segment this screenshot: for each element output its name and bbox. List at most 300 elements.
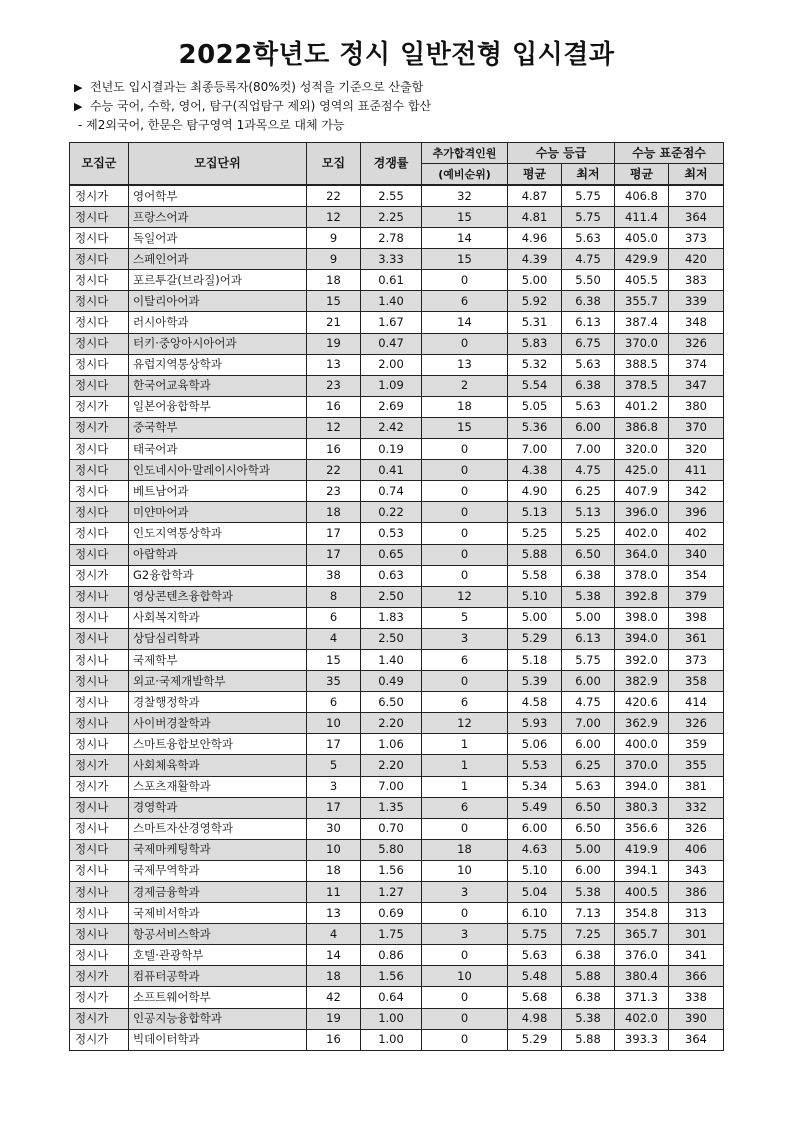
header-grade-avg: 평균: [508, 164, 562, 186]
cell-score-avg: 420.6: [615, 692, 669, 713]
cell-rate: 0.86: [361, 945, 422, 966]
cell-score-min: 313: [669, 903, 724, 924]
cell-grade-min: 4.75: [562, 249, 615, 270]
cell-grade-min: 6.50: [562, 818, 615, 839]
cell-additional: 12: [422, 586, 508, 607]
cell-score-avg: 394.0: [615, 776, 669, 797]
cell-additional: 32: [422, 185, 508, 207]
table-row: [70, 291, 724, 312]
cell-additional: 0: [422, 460, 508, 481]
cell-grade-min: 5.63: [562, 776, 615, 797]
cell-grade-avg: 5.32: [508, 354, 562, 375]
cell-grade-min: 7.00: [562, 439, 615, 460]
cell-score-avg: 429.9: [615, 249, 669, 270]
table-row: [70, 354, 724, 375]
cell-group: 정시가: [70, 417, 129, 438]
cell-score-avg: 398.0: [615, 607, 669, 628]
cell-additional: 0: [422, 987, 508, 1008]
table-row: [70, 945, 724, 966]
cell-rate: 1.06: [361, 734, 422, 755]
cell-grade-avg: 5.00: [508, 607, 562, 628]
header-score-avg: 평균: [615, 164, 669, 186]
cell-grade-avg: 5.63: [508, 945, 562, 966]
cell-grade-avg: 5.13: [508, 502, 562, 523]
cell-unit: 항공서비스학과: [129, 924, 307, 945]
cell-rate: 1.00: [361, 1008, 422, 1029]
cell-unit: 영상콘텐츠융합학과: [129, 586, 307, 607]
table-row: [70, 882, 724, 903]
cell-score-min: 364: [669, 207, 724, 228]
cell-rate: 1.40: [361, 649, 422, 670]
cell-grade-avg: 5.04: [508, 882, 562, 903]
cell-unit: 태국어과: [129, 439, 307, 460]
cell-score-min: 355: [669, 755, 724, 776]
cell-group: 정시다: [70, 207, 129, 228]
header-additional: 추가합격인원: [422, 143, 508, 164]
cell-score-avg: 406.8: [615, 185, 669, 207]
table-row: [70, 502, 724, 523]
cell-rate: 0.74: [361, 481, 422, 502]
cell-grade-min: 6.38: [562, 565, 615, 586]
cell-rate: 0.61: [361, 270, 422, 291]
cell-grade-avg: 4.96: [508, 228, 562, 249]
cell-score-min: 386: [669, 882, 724, 903]
cell-grade-avg: 5.83: [508, 333, 562, 354]
cell-grade-min: 5.13: [562, 502, 615, 523]
cell-additional: 0: [422, 270, 508, 291]
cell-score-min: 364: [669, 1029, 724, 1050]
cell-score-min: 338: [669, 987, 724, 1008]
table-row: [70, 481, 724, 502]
table-row: [70, 249, 724, 270]
cell-unit: 상담심리학과: [129, 628, 307, 649]
cell-score-min: 420: [669, 249, 724, 270]
cell-score-min: 383: [669, 270, 724, 291]
cell-group: 정시가: [70, 565, 129, 586]
cell-score-avg: 400.5: [615, 882, 669, 903]
cell-unit: 경찰행정학과: [129, 692, 307, 713]
cell-quota: 18: [307, 966, 361, 987]
cell-quota: 12: [307, 207, 361, 228]
cell-grade-min: 6.25: [562, 755, 615, 776]
note-item: [74, 97, 734, 116]
cell-grade-avg: 5.53: [508, 755, 562, 776]
results-table: [69, 142, 724, 1051]
cell-score-min: 342: [669, 481, 724, 502]
header-score-min: 최저: [669, 164, 724, 186]
cell-grade-min: 5.00: [562, 607, 615, 628]
cell-quota: 12: [307, 417, 361, 438]
cell-additional: 0: [422, 523, 508, 544]
table-row: [70, 523, 724, 544]
cell-score-min: 332: [669, 797, 724, 818]
cell-unit: 베트남어과: [129, 481, 307, 502]
cell-grade-min: 6.50: [562, 544, 615, 565]
cell-unit: 호텔·관광학부: [129, 945, 307, 966]
cell-rate: 1.75: [361, 924, 422, 945]
cell-score-min: 411: [669, 460, 724, 481]
table-row: [70, 312, 724, 333]
cell-quota: 4: [307, 628, 361, 649]
cell-group: 정시가: [70, 396, 129, 417]
cell-grade-min: 5.25: [562, 523, 615, 544]
cell-score-avg: 380.3: [615, 797, 669, 818]
cell-rate: 0.47: [361, 333, 422, 354]
cell-group: 정시다: [70, 270, 129, 291]
cell-score-min: 348: [669, 312, 724, 333]
cell-rate: 1.56: [361, 860, 422, 881]
cell-group: 정시다: [70, 439, 129, 460]
cell-grade-min: 6.00: [562, 734, 615, 755]
cell-grade-avg: 5.29: [508, 1029, 562, 1050]
cell-unit: 국제무역학과: [129, 860, 307, 881]
notes: [74, 78, 734, 135]
cell-group: 정시나: [70, 713, 129, 734]
table-row: [70, 755, 724, 776]
cell-additional: 2: [422, 375, 508, 396]
cell-additional: 0: [422, 818, 508, 839]
cell-unit: 스마트자산경영학과: [129, 818, 307, 839]
cell-quota: 16: [307, 396, 361, 417]
cell-grade-min: 6.00: [562, 417, 615, 438]
cell-score-min: 398: [669, 607, 724, 628]
note-text: 전년도 입시결과는 최종등록자(80%컷) 성적을 기준으로 산출함: [90, 80, 424, 94]
cell-unit: 경영학과: [129, 797, 307, 818]
cell-score-avg: 378.0: [615, 565, 669, 586]
header-grade: 수능 등급: [508, 143, 615, 164]
cell-additional: 0: [422, 502, 508, 523]
cell-additional: 0: [422, 544, 508, 565]
cell-unit: 사회복지학과: [129, 607, 307, 628]
cell-quota: 23: [307, 481, 361, 502]
cell-rate: 6.50: [361, 692, 422, 713]
cell-group: 정시가: [70, 966, 129, 987]
cell-rate: 0.19: [361, 439, 422, 460]
cell-group: 정시다: [70, 523, 129, 544]
cell-group: 정시나: [70, 586, 129, 607]
cell-group: 정시나: [70, 818, 129, 839]
table-row: [70, 439, 724, 460]
page-title: 2022학년도 정시 일반전형 입시결과: [178, 40, 615, 70]
cell-score-avg: 394.0: [615, 628, 669, 649]
cell-additional: 0: [422, 903, 508, 924]
cell-group: 정시다: [70, 375, 129, 396]
cell-quota: 17: [307, 544, 361, 565]
cell-quota: 19: [307, 333, 361, 354]
cell-unit: 아랍학과: [129, 544, 307, 565]
cell-quota: 19: [307, 1008, 361, 1029]
table-row: [70, 586, 724, 607]
cell-quota: 17: [307, 797, 361, 818]
cell-score-avg: 387.4: [615, 312, 669, 333]
cell-group: 정시다: [70, 228, 129, 249]
cell-rate: 1.09: [361, 375, 422, 396]
cell-grade-avg: 5.48: [508, 966, 562, 987]
cell-group: 정시다: [70, 312, 129, 333]
cell-grade-avg: 4.63: [508, 839, 562, 860]
cell-additional: 12: [422, 713, 508, 734]
cell-group: 정시나: [70, 797, 129, 818]
cell-score-min: 380: [669, 396, 724, 417]
cell-group: 정시나: [70, 671, 129, 692]
cell-rate: 1.83: [361, 607, 422, 628]
cell-group: 정시나: [70, 734, 129, 755]
cell-grade-min: 7.25: [562, 924, 615, 945]
cell-additional: 0: [422, 439, 508, 460]
table-row: [70, 713, 724, 734]
header-grade-min: 최저: [562, 164, 615, 186]
cell-grade-min: 5.50: [562, 270, 615, 291]
cell-group: 정시나: [70, 860, 129, 881]
cell-unit: 국제비서학과: [129, 903, 307, 924]
cell-unit: 유럽지역통상학과: [129, 354, 307, 375]
cell-unit: 소프트웨어학부: [129, 987, 307, 1008]
cell-grade-avg: 4.58: [508, 692, 562, 713]
cell-quota: 9: [307, 249, 361, 270]
cell-rate: 2.69: [361, 396, 422, 417]
cell-additional: 0: [422, 565, 508, 586]
cell-rate: 2.50: [361, 628, 422, 649]
cell-rate: 2.00: [361, 354, 422, 375]
cell-grade-min: 6.38: [562, 987, 615, 1008]
table-row: [70, 1008, 724, 1029]
cell-score-avg: 396.0: [615, 502, 669, 523]
cell-score-avg: 382.9: [615, 671, 669, 692]
header-group: 모집군: [70, 143, 129, 186]
table-row: [70, 375, 724, 396]
cell-rate: 0.65: [361, 544, 422, 565]
table-row: [70, 544, 724, 565]
cell-score-avg: 380.4: [615, 966, 669, 987]
cell-unit: 일본어융합학부: [129, 396, 307, 417]
table-row: [70, 692, 724, 713]
cell-group: 정시다: [70, 460, 129, 481]
cell-quota: 17: [307, 523, 361, 544]
cell-score-avg: 320.0: [615, 439, 669, 460]
cell-rate: 2.25: [361, 207, 422, 228]
cell-grade-min: 6.50: [562, 797, 615, 818]
cell-score-avg: 378.5: [615, 375, 669, 396]
cell-rate: 7.00: [361, 776, 422, 797]
cell-grade-min: 4.75: [562, 460, 615, 481]
cell-unit: 프랑스어과: [129, 207, 307, 228]
cell-quota: 22: [307, 185, 361, 207]
cell-score-avg: 392.8: [615, 586, 669, 607]
cell-additional: 0: [422, 945, 508, 966]
cell-quota: 42: [307, 987, 361, 1008]
header-quota: 모집: [307, 143, 361, 186]
table-row: [70, 1029, 724, 1050]
table-row: [70, 207, 724, 228]
cell-rate: 1.56: [361, 966, 422, 987]
cell-unit: 포르투갈(브라질)어과: [129, 270, 307, 291]
cell-grade-min: 6.38: [562, 945, 615, 966]
cell-additional: 6: [422, 649, 508, 670]
note-text: 제2외국어, 한문은 탐구영역 1과목으로 대체 가능: [86, 118, 345, 132]
cell-additional: 15: [422, 417, 508, 438]
cell-grade-avg: 5.34: [508, 776, 562, 797]
cell-additional: 1: [422, 776, 508, 797]
cell-score-avg: 364.0: [615, 544, 669, 565]
cell-score-avg: 370.0: [615, 755, 669, 776]
cell-additional: 10: [422, 966, 508, 987]
arrow-icon: ▶: [74, 81, 83, 94]
cell-additional: 18: [422, 839, 508, 860]
cell-group: 정시나: [70, 882, 129, 903]
cell-group: 정시다: [70, 502, 129, 523]
cell-grade-avg: 5.92: [508, 291, 562, 312]
cell-score-avg: 371.3: [615, 987, 669, 1008]
cell-unit: 터키·중앙아시아어과: [129, 333, 307, 354]
table-row: [70, 628, 724, 649]
cell-additional: 1: [422, 755, 508, 776]
cell-additional: 10: [422, 860, 508, 881]
cell-score-avg: 394.1: [615, 860, 669, 881]
cell-quota: 10: [307, 839, 361, 860]
cell-additional: 14: [422, 312, 508, 333]
cell-rate: 2.50: [361, 586, 422, 607]
table-row: [70, 185, 724, 207]
cell-rate: 2.78: [361, 228, 422, 249]
cell-quota: 8: [307, 586, 361, 607]
cell-group: 정시나: [70, 649, 129, 670]
cell-grade-avg: 5.39: [508, 671, 562, 692]
cell-score-min: 414: [669, 692, 724, 713]
cell-unit: 스페인어과: [129, 249, 307, 270]
cell-score-min: 340: [669, 544, 724, 565]
cell-rate: 0.49: [361, 671, 422, 692]
table-row: [70, 396, 724, 417]
cell-unit: 사회체육학과: [129, 755, 307, 776]
cell-additional: 14: [422, 228, 508, 249]
cell-score-min: 301: [669, 924, 724, 945]
cell-unit: 인도지역통상학과: [129, 523, 307, 544]
table-row: [70, 839, 724, 860]
cell-score-min: 402: [669, 523, 724, 544]
cell-quota: 35: [307, 671, 361, 692]
cell-grade-min: 5.88: [562, 1029, 615, 1050]
cell-unit: 중국학부: [129, 417, 307, 438]
table-row: [70, 903, 724, 924]
cell-grade-avg: 4.38: [508, 460, 562, 481]
cell-quota: 3: [307, 776, 361, 797]
cell-rate: 0.69: [361, 903, 422, 924]
cell-unit: 빅데이터학과: [129, 1029, 307, 1050]
cell-rate: 0.22: [361, 502, 422, 523]
cell-rate: 0.63: [361, 565, 422, 586]
cell-score-min: 341: [669, 945, 724, 966]
cell-score-avg: 402.0: [615, 523, 669, 544]
cell-grade-avg: 7.00: [508, 439, 562, 460]
cell-group: 정시나: [70, 924, 129, 945]
cell-grade-avg: 5.06: [508, 734, 562, 755]
cell-quota: 23: [307, 375, 361, 396]
cell-score-min: 374: [669, 354, 724, 375]
cell-score-avg: 402.0: [615, 1008, 669, 1029]
cell-grade-avg: 4.39: [508, 249, 562, 270]
cell-group: 정시가: [70, 1008, 129, 1029]
cell-score-avg: 419.9: [615, 839, 669, 860]
cell-quota: 13: [307, 903, 361, 924]
cell-score-avg: 376.0: [615, 945, 669, 966]
table-row: [70, 818, 724, 839]
cell-additional: 18: [422, 396, 508, 417]
cell-quota: 18: [307, 860, 361, 881]
dash-marker: -: [78, 118, 83, 132]
cell-unit: 인도네시아·말레이시아학과: [129, 460, 307, 481]
cell-unit: 컴퓨터공학과: [129, 966, 307, 987]
cell-score-avg: 386.8: [615, 417, 669, 438]
cell-score-avg: 400.0: [615, 734, 669, 755]
cell-group: 정시나: [70, 945, 129, 966]
cell-unit: 경제금융학과: [129, 882, 307, 903]
table-body: [70, 185, 724, 1050]
table-row: [70, 924, 724, 945]
cell-rate: 5.80: [361, 839, 422, 860]
cell-quota: 13: [307, 354, 361, 375]
cell-score-min: 379: [669, 586, 724, 607]
cell-grade-avg: 5.36: [508, 417, 562, 438]
cell-grade-avg: 4.90: [508, 481, 562, 502]
cell-quota: 15: [307, 649, 361, 670]
header-score: 수능 표준점수: [615, 143, 724, 164]
cell-score-avg: 356.6: [615, 818, 669, 839]
cell-rate: 2.42: [361, 417, 422, 438]
table-row: [70, 460, 724, 481]
cell-group: 정시다: [70, 839, 129, 860]
cell-score-avg: 370.0: [615, 333, 669, 354]
cell-quota: 4: [307, 924, 361, 945]
cell-grade-avg: 4.98: [508, 1008, 562, 1029]
cell-score-min: 381: [669, 776, 724, 797]
cell-score-avg: 354.8: [615, 903, 669, 924]
cell-group: 정시가: [70, 1029, 129, 1050]
note-text: 수능 국어, 수학, 영어, 탐구(직업탐구 제외) 영역의 표준점수 합산: [90, 99, 432, 113]
table-row: [70, 417, 724, 438]
cell-additional: 15: [422, 207, 508, 228]
cell-quota: 11: [307, 882, 361, 903]
table-row: [70, 607, 724, 628]
cell-score-min: 339: [669, 291, 724, 312]
cell-group: 정시다: [70, 333, 129, 354]
cell-quota: 10: [307, 713, 361, 734]
cell-unit: 사이버경찰학과: [129, 713, 307, 734]
cell-grade-min: 5.88: [562, 966, 615, 987]
cell-grade-avg: 5.00: [508, 270, 562, 291]
cell-score-min: 370: [669, 185, 724, 207]
cell-quota: 16: [307, 439, 361, 460]
cell-rate: 2.55: [361, 185, 422, 207]
cell-unit: 러시아학과: [129, 312, 307, 333]
cell-quota: 6: [307, 692, 361, 713]
cell-grade-avg: 5.75: [508, 924, 562, 945]
cell-additional: 0: [422, 671, 508, 692]
cell-grade-min: 5.75: [562, 185, 615, 207]
cell-group: 정시다: [70, 544, 129, 565]
cell-group: 정시다: [70, 354, 129, 375]
header-unit: 모집단위: [129, 143, 307, 186]
cell-quota: 38: [307, 565, 361, 586]
cell-quota: 9: [307, 228, 361, 249]
table-row: [70, 649, 724, 670]
cell-group: 정시나: [70, 607, 129, 628]
cell-score-min: 326: [669, 818, 724, 839]
cell-grade-avg: 5.31: [508, 312, 562, 333]
cell-score-min: 354: [669, 565, 724, 586]
header-additional-sub: (예비순위): [422, 164, 508, 186]
cell-rate: 1.27: [361, 882, 422, 903]
cell-grade-avg: 5.68: [508, 987, 562, 1008]
